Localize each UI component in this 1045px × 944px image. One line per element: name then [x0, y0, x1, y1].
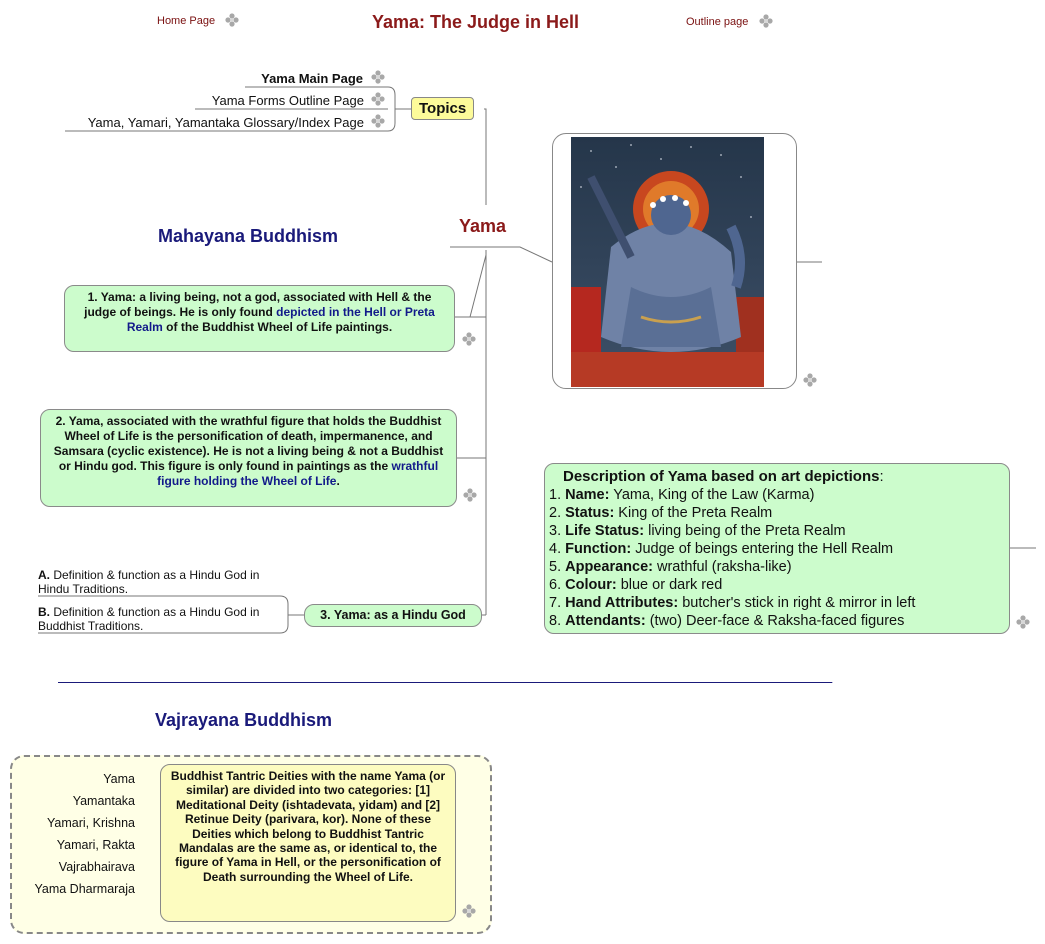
deity-yamantaka-link[interactable]: Yamantaka — [72, 794, 135, 808]
description-list — [549, 486, 999, 630]
central-node-yama: Yama — [459, 216, 507, 236]
list-item: 2. Status: King of the Preta Realm — [549, 505, 773, 521]
sub-a-key: A. — [38, 568, 50, 582]
gear-icon[interactable] — [371, 92, 385, 111]
hell-preta-realm-link[interactable]: depicted in the Hell or Preta Realm — [126, 305, 435, 334]
gear-icon[interactable] — [463, 488, 477, 507]
list-item: 3. Life Status: living being of the Preta Realm — [549, 523, 846, 539]
gear-icon[interactable] — [371, 114, 385, 133]
gear-icon[interactable] — [225, 13, 239, 32]
box-yama-hindu-god[interactable]: 3. Yama: as a Hindu God — [304, 604, 482, 627]
box1-text-b: of the Buddhist Wheel of Life paintings. — [162, 320, 393, 334]
gear-icon[interactable] — [462, 904, 476, 923]
buddhist-traditions-item[interactable] — [38, 605, 283, 633]
list-item: 1. Name: Yama, King of the Law (Karma) — [549, 487, 815, 503]
sub-b-text: Definition & function as a Hindu God in Buddhist Traditions. — [38, 605, 260, 633]
hindu-traditions-item[interactable] — [38, 568, 283, 596]
deity-yamari-krishna-link[interactable]: Yamari, Krishna — [47, 816, 135, 830]
list-item: 5. Appearance: wrathful (raksha-like) — [549, 559, 792, 575]
yama-description-box[interactable] — [544, 463, 1010, 634]
box1-text-a: 1. Yama: a living being, not a god, associated with Hell & the judge of beings. He is only found — [84, 290, 432, 319]
mahayana-heading: Mahayana Buddhism — [158, 226, 339, 246]
deity-vajrabhairava-link[interactable]: Vajrabhairava — [58, 860, 135, 874]
gear-icon[interactable] — [462, 332, 476, 351]
deity-yama-link[interactable]: Yama — [103, 772, 135, 786]
list-item: 6. Colour: blue or dark red — [549, 577, 723, 593]
list-item: 7. Hand Attributes: butcher's stick in right & mirror in left — [549, 595, 916, 611]
description-heading: Description of Yama based on art depictions: — [563, 468, 884, 485]
outline-page-link[interactable]: Outline page — [686, 16, 749, 28]
yama-forms-outline-link[interactable]: Yama Forms Outline Page — [211, 93, 364, 108]
wrathful-figure-link[interactable]: wrathful figure holding the Wheel of Life — [157, 459, 439, 488]
box-yama-living-being[interactable] — [64, 285, 455, 352]
gear-icon[interactable] — [371, 70, 385, 89]
sub-b-key: B. — [38, 605, 50, 619]
vajrayana-heading: Vajrayana Buddhism — [155, 710, 333, 730]
glossary-index-link[interactable]: Yama, Yamari, Yamantaka Glossary/Index Page — [87, 115, 364, 130]
home-page-link[interactable]: Home Page — [157, 15, 216, 27]
image-frame — [552, 133, 797, 389]
yama-main-page-link[interactable]: Yama Main Page — [261, 71, 363, 86]
section-separator: _______________________________________________________________________________________ — [58, 667, 833, 684]
tantric-deities-box[interactable]: Buddhist Tantric Deities with the name Yama (or similar) are divided into two categories: [1] Meditational Deity (ishtadevata, yidam) and [2] Retinue Deity (parivara, kor). None of these Deities which belong to Buddhist Tantric Mandalas are the same as, or identical to, the figure of Yama in Hell, or the personification of Death surrounding the Wheel of Life. — [160, 764, 456, 922]
gear-icon[interactable] — [759, 14, 773, 33]
page-title: Yama: The Judge in Hell — [372, 12, 580, 32]
gear-icon[interactable] — [1016, 615, 1030, 634]
deity-yamari-rakta-link[interactable]: Yamari, Rakta — [56, 838, 135, 852]
topics-node[interactable]: Topics — [411, 97, 474, 120]
deity-yama-dharmaraja-link[interactable]: Yama Dharmaraja — [34, 882, 135, 896]
sub-a-text: Definition & function as a Hindu God in Hindu Traditions. — [38, 568, 260, 596]
box2-text-b: . — [336, 474, 340, 488]
list-item: 8. Attendants: (two) Deer-face & Raksha-faced figures — [549, 613, 905, 629]
box-yama-wheel-holder[interactable] — [40, 409, 457, 507]
yama-painting — [571, 137, 764, 387]
box2-text-a: 2. Yama, associated with the wrathful figure that holds the Buddhist Wheel of Life is the personification of death, impermanence, and Samsara (cyclic existence). He is not a living being & not a Buddhist or Hindu god. This figure is only found in paintings as the — [53, 414, 444, 473]
gear-icon[interactable] — [803, 373, 817, 392]
list-item: 4. Function: Judge of beings entering the Hell Realm — [549, 541, 894, 557]
